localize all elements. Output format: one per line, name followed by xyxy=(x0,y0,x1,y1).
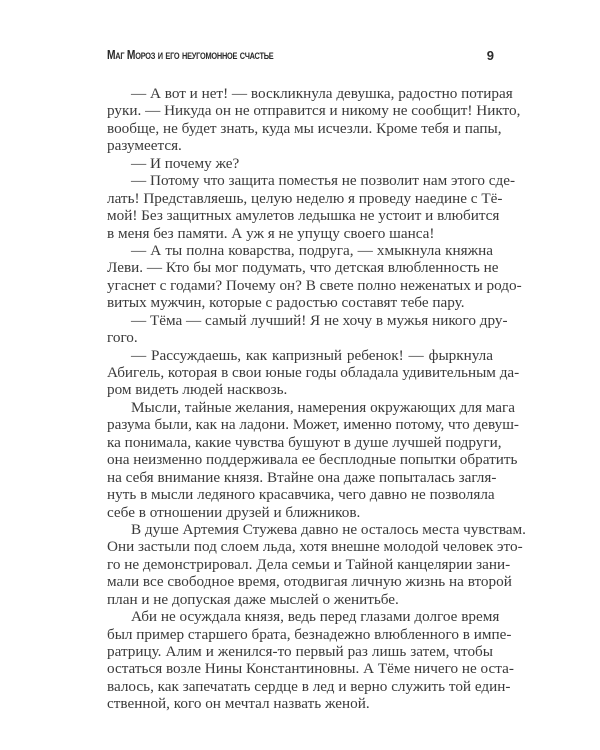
paragraph xyxy=(107,311,508,347)
text-line: нуть в мысли ледяного красавчика, чего давно не позволяла xyxy=(107,486,495,504)
text-line: план и не допуская даже мыслей о женитьбе. xyxy=(107,590,399,608)
text-line: на себя внимание князя. Втайне она даже попыталась загля- xyxy=(107,468,497,486)
text-line: мой! Без защитных амулетов ледышка не устоит и влюбится xyxy=(107,207,500,225)
text-line: ственной, кого он мечтал назвать женой. xyxy=(107,695,370,713)
body-text xyxy=(107,85,526,713)
text-line: остаться возле Нины Константиновны. А Тёме ничего не оста- xyxy=(107,660,514,678)
text-line: Аби не осуждала князя, ведь перед глазами долгое время xyxy=(131,608,500,626)
running-header xyxy=(107,48,494,68)
text-line: — А вот и нет! — воскликнула девушка, радостно потирая xyxy=(131,85,513,102)
text-line: она неизменно поддерживала ее бесплодные попытки обратить xyxy=(107,451,518,469)
text-line: ратрицу. Алим и женился-то первый раз лишь затем, чтобы xyxy=(107,643,493,660)
paragraph xyxy=(107,172,516,242)
paragraph xyxy=(107,155,493,172)
text-line: — Рассуждаешь, как капризный ребенок! — фыркнула xyxy=(131,346,493,364)
text-line: Абигель, которая в свои юные годы обладала удивительным да- xyxy=(107,364,520,381)
paragraph xyxy=(107,241,522,312)
text-line: ром видеть людей насквозь. xyxy=(107,381,288,399)
text-line: В душе Артемия Стужева давно не осталось места чувствам. xyxy=(131,520,526,538)
text-line: себе в отношении друзей и ближников. xyxy=(107,503,361,521)
text-line: гого. xyxy=(107,329,138,347)
text-line: Леви. — Кто бы мог подумать, что детская влюбленность не xyxy=(107,259,499,277)
text-line: лать! Представляешь, целую неделю я проведу наедине с Тё- xyxy=(107,189,503,207)
text-line: руки. — Никуда он не отправится и никому не сообщит! Никто, xyxy=(107,102,521,120)
text-line: разума были, как на ладони. Может, именно потому, что девуш- xyxy=(107,416,519,434)
paragraph xyxy=(107,398,519,521)
paragraph xyxy=(107,520,526,608)
text-line: валось, как запечатать сердце в лед и верно служить той един- xyxy=(107,677,511,695)
paragraph xyxy=(107,85,521,155)
text-line: был пример старшего брата, безнадежно влюбленного в импе- xyxy=(107,625,512,643)
paragraph xyxy=(107,346,520,399)
text-line: Они застыли под слоем льда, хотя внешне молодой человек это- xyxy=(107,538,523,556)
text-line: го не демонстрировал. Дела семьи и Тайной канцелярии зани- xyxy=(107,555,511,573)
text-line: — Потому что защита поместья не позволит нам этого сде- xyxy=(131,172,516,190)
text-line: — И почему же? xyxy=(131,154,240,172)
text-line: вообще, не будет знать, куда мы исчезли. Кроме тебя и папы, xyxy=(107,119,502,137)
text-line: ка понимала, какие чувства бушуют в душе лучшей подруги, xyxy=(107,433,502,451)
paragraph xyxy=(107,608,514,713)
text-line: разумеется. xyxy=(107,137,182,155)
page-number: 9 xyxy=(486,48,494,63)
text-line: Мысли, тайные желания, намерения окружающих для мага xyxy=(131,398,515,416)
text-line: — А ты полна коварства, подруга, — хмыкнула княжна xyxy=(131,241,493,259)
text-line: мали все свободное время, отодвигая личную жизнь на второй xyxy=(107,573,512,591)
text-line: — Тёма — самый лучший! Я не хочу в мужья никого дру- xyxy=(131,311,508,329)
text-line: в меня без памяти. А уж я не упущу своего шанса! xyxy=(107,224,435,242)
text-line: витых мужчин, которые с радостью составят тебе пару. xyxy=(107,294,465,312)
running-title: Маг Мороз и его неугомонное счастье xyxy=(107,48,274,62)
text-line: угаснет с годами? Почему он? В свете полно неженатых и родо- xyxy=(107,276,522,294)
